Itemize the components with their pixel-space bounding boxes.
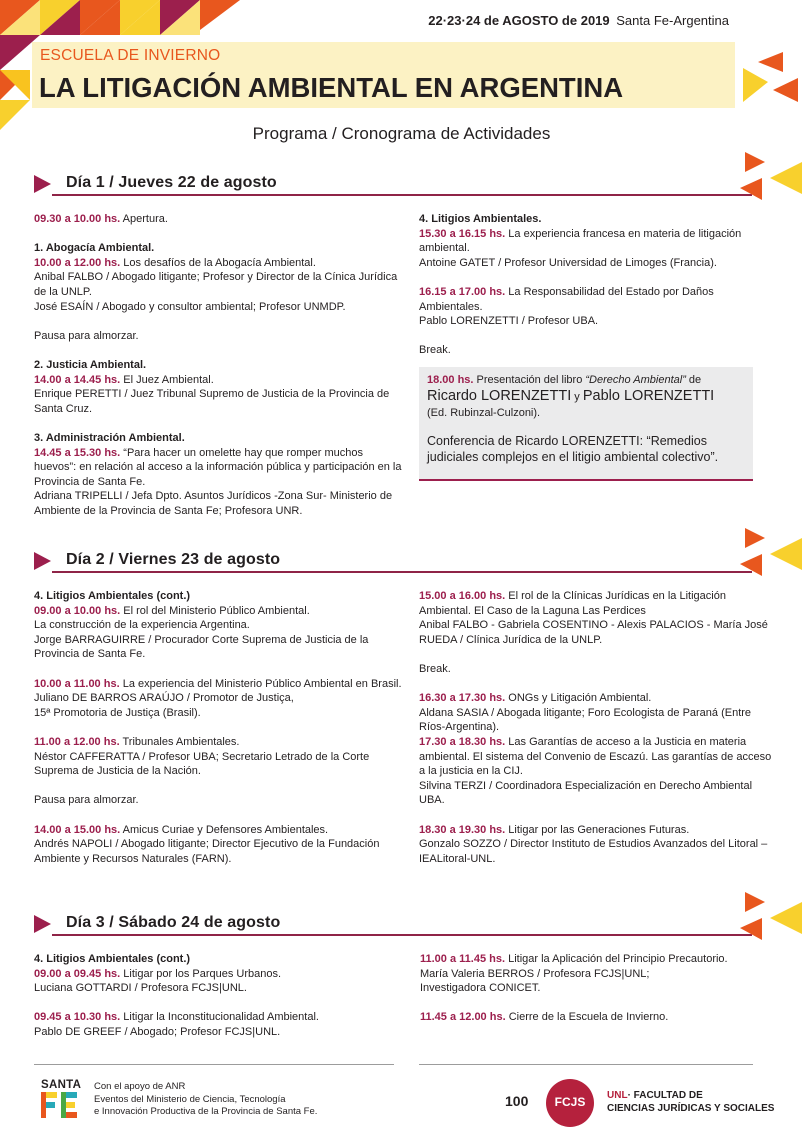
list-item: Pausa para almorzar. <box>34 794 139 807</box>
program-title: Programa / Cronograma de Actividades <box>252 124 551 143</box>
list-item: 4. Litigios Ambientales (cont.) 09.00 a 10.00 hs. El rol del Ministerio Público Ambiental. La construcción de la experiencia Argentina. Jorge BARRAGUIRRE / Procurador Corte Suprema de Justicia de la Provincia de Santa Fe. <box>34 590 369 661</box>
footer-rule-right <box>419 1064 753 1065</box>
list-item: 11.00 a 12.00 hs. Tribunales Ambientales. Néstor CAFFERATTA / Profesor UBA; Secretario Letrado de la Corte Suprema de Justicia de la Nación. <box>34 735 370 778</box>
book-presentation-box: 18.00 hs. Presentación del libro “Derecho Ambiental” de Ricardo LORENZETTI y Pablo LORENZETTI (Ed. Rubinzal-Culzoni). Conferencia de Ricardo LORENZETTI: “Remedios judiciales complejos en el litigio ambiental colectivo”. <box>419 367 753 481</box>
day2-side-triangles <box>740 526 803 582</box>
header-title: LA LITIGACIÓN AMBIENTAL EN ARGENTINA <box>39 72 624 103</box>
list-item: 4. Litigios Ambientales (cont.) 09.00 a 09.45 hs. Litigar por los Parques Urbanos. Luciana GOTTARDI / Profesora FCJS|UNL. <box>34 953 282 995</box>
list-item: 15.00 a 16.00 hs. El rol de la Clínicas Jurídicas en la Litigación Ambiental. El Caso de la Laguna Las Perdices Anibal FALBO - Gabriela COSENTINO - Alexis PALACIOS - María José RUEDA / Clínica Jurídica de la UNLP. <box>419 590 768 646</box>
fcjs-logo: FCJS <box>546 1079 594 1127</box>
day1-right-column <box>419 212 759 358</box>
day2-right-column <box>419 589 779 866</box>
day1-title: Día 1 / Jueves 22 de agosto <box>66 174 277 191</box>
header-right-triangles <box>738 50 803 110</box>
list-item: 10.00 a 11.00 hs. La experiencia del Ministerio Público Ambiental en Brasil. Juliano DE BARROS ARAÚJO / Promotor de Justiça, 15ª Promotoria de Justiça (Brasil). <box>34 677 402 719</box>
list-item: 16.15 a 17.00 hs. La Responsabilidad del Estado por Daños Ambientales. Pablo LORENZETTI / Profesor UBA. <box>419 285 714 328</box>
page-number: 100 <box>505 1093 529 1109</box>
list-item: 1. Abogacía Ambiental. 10.00 a 12.00 hs. Los desafíos de la Abogacía Ambiental. Anibal FALBO / Abogado litigante; Profesor y Director de la Cínica Jurídica de la UNLP. José ESAÍN / Abogado y consultor ambiental; Profesor UNMDP. <box>34 242 398 313</box>
day2-title: Día 2 / Viernes 23 de agosto <box>66 551 281 568</box>
santa-fe-logo-blocks <box>41 1092 81 1118</box>
day3-header <box>32 914 752 940</box>
day-arrow-icon <box>32 914 52 934</box>
day2-rule <box>52 571 752 573</box>
footer-rule-left <box>34 1064 394 1065</box>
day3-side-triangles <box>740 890 803 946</box>
day2-left-column <box>34 589 404 866</box>
day3-title: Día 3 / Sábado 24 de agosto <box>66 914 281 931</box>
day2-header <box>32 551 752 577</box>
list-item: 2. Justicia Ambiental. 14.00 a 14.45 hs. El Juez Ambiental. Enrique PERETTI / Juez Tribunal Supremo de Justicia de la Provincia de Santa Cruz. <box>34 358 390 415</box>
faculty-name: UNL· FACULTAD DE CIENCIAS JURÍDICAS Y SOCIALES <box>607 1090 775 1114</box>
list-item: 09.45 a 10.30 hs. Litigar la Inconstitucionalidad Ambiental. Pablo DE GREEF / Abogado; Profesor FCJS|UNL. <box>34 1011 319 1038</box>
list-item: Pausa para almorzar. <box>34 329 139 342</box>
day-arrow-icon <box>32 174 52 194</box>
day1-rule <box>52 194 752 196</box>
list-item: Break. <box>419 344 451 357</box>
header-dates: 22·23·24 de AGOSTO de 2019 Santa Fe-Argentina <box>428 13 729 28</box>
title-banner <box>32 42 735 108</box>
day1-left-column <box>34 212 404 518</box>
day1-header <box>32 174 752 200</box>
santa-fe-logo-santa: SANTA <box>41 1079 82 1091</box>
list-item: 18.30 a 19.30 hs. Litigar por las Generaciones Futuras. Gonzalo SOZZO / Director Instituto de Estudios Avanzados del Litoral – IEALitoral-UNL. <box>419 823 768 865</box>
day3-right-column <box>420 952 780 1025</box>
list-item: 14.00 a 15.00 hs. Amicus Curiae y Defensores Ambientales. Andrés NAPOLI / Abogado litigante; Director Ejecutivo de la Fundación Ambiente y Recursos Naturales (FARN). <box>34 823 380 865</box>
header-subtitle: ESCUELA DE INVIERNO <box>40 47 221 64</box>
day1-side-triangles <box>740 150 803 210</box>
santa-fe-logo <box>41 1079 85 1119</box>
support-text: Con el apoyo de ANR Eventos del Ministerio de Ciencia, Tecnología e Innovación Productiva de la Provincia de Santa Fe. <box>94 1081 318 1117</box>
list-item: 11.45 a 12.00 hs. Cierre de la Escuela de Invierno. <box>420 1011 669 1024</box>
list-item: 16.30 a 17.30 hs. ONGs y Litigación Ambiental. Aldana SASIA / Abogada litigante; Foro Ecologista de Paraná (Entre Ríos-Argentina). 17.30 a 18.30 hs. Las Garantías de acceso a la Justicia en materia ambiental. El sistema del Convenio de Escazú. Las garantías de acceso a la justicia en la CIJ. Silvina TERZI / Coordinadora Especialización en Derecho Ambiental UBA. <box>419 692 772 807</box>
list-item: 09.30 a 10.00 hs. Apertura. <box>34 213 168 225</box>
list-item: Break. <box>419 662 451 675</box>
list-item: 3. Administración Ambiental. 14.45 a 15.30 hs. “Para hacer un omelette hay que romper muchos huevos”: en relación al acceso a la información pública y participación en la Provincia de Santa Fe. Adriana TRIPELLI / Jefa Dpto. Asuntos Jurídicos -Zona Sur- Ministerio de Ambiente de la Provincia de Santa Fe; Profesora UNR. <box>34 431 402 517</box>
day-arrow-icon <box>32 551 52 571</box>
day3-rule <box>52 934 752 936</box>
day3-left-column <box>34 952 404 1040</box>
list-item: 11.00 a 11.45 hs. Litigar la Aplicación del Principio Precautorio. María Valeria BERROS / Profesora FCJS|UNL; Investigadora CONICET. <box>420 953 728 995</box>
list-item: 4. Litigios Ambientales. 15.30 a 16.15 hs. La experiencia francesa en materia de litigación ambiental. Antoine GATET / Profesor Universidad de Limoges (Francia). <box>419 213 742 269</box>
